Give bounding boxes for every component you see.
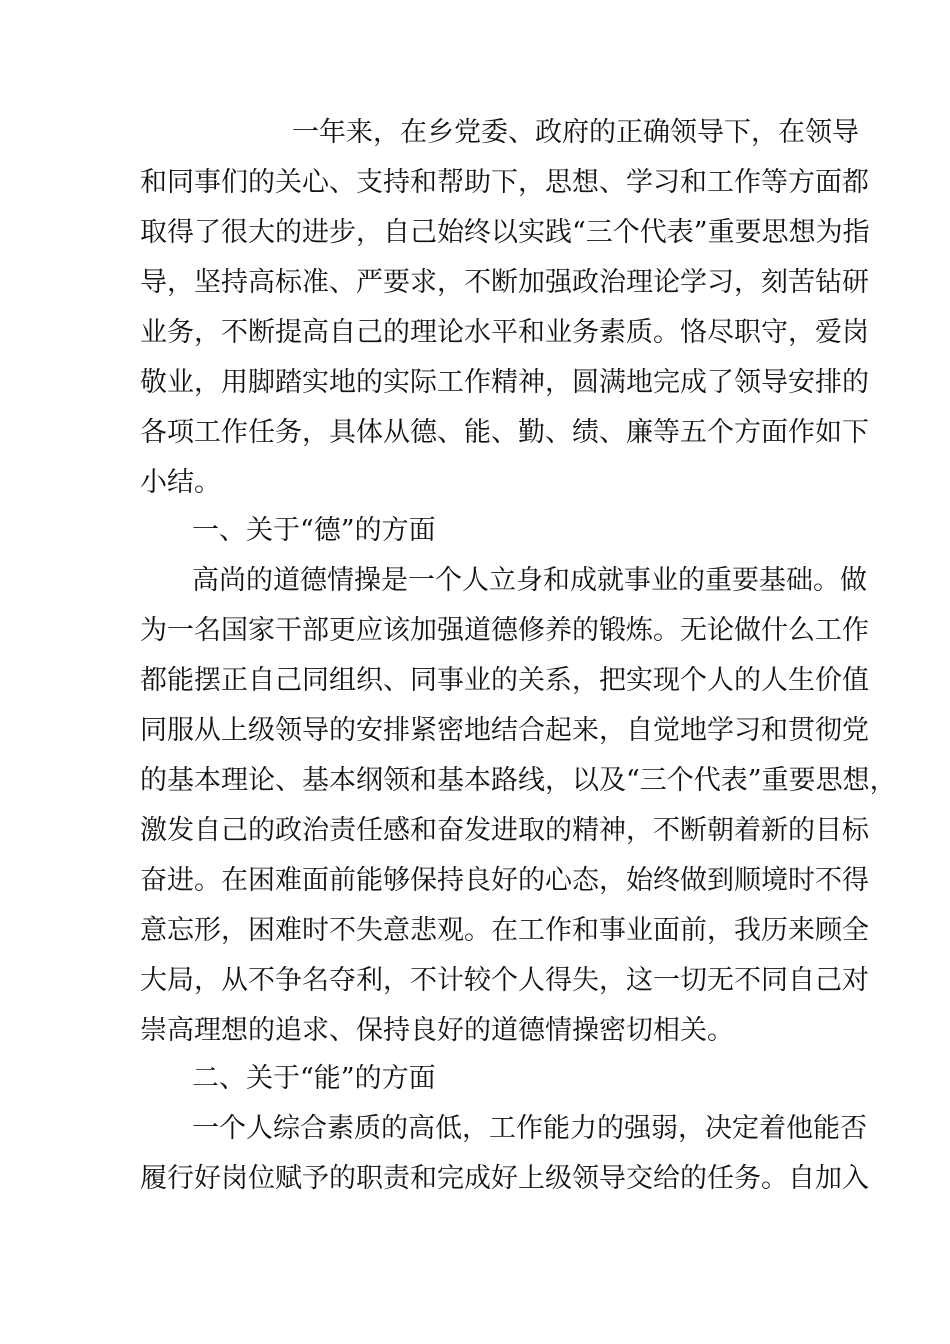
paragraph-line: 一个人综合素质的高低，工作能力的强弱，决定着他能否 [192, 1113, 867, 1144]
intro-line: 各项工作任务，具体从德、能、勤、绩、廉等五个方面作如下 [140, 417, 869, 448]
intro-line: 小结。 [140, 467, 221, 498]
paragraph-line: 大局，从不争名夺利，不计较个人得失，这一切无不同自己对 [140, 965, 869, 996]
section-heading-neng: 二、关于“能”的方面 [192, 1063, 436, 1094]
intro-line: 一年来，在乡党委、政府的正确领导下，在领导 [292, 117, 859, 148]
paragraph-line: 奋进。在困难面前能够保持良好的心态，始终做到顺境时不得 [140, 865, 869, 896]
intro-line: 敬业，用脚踏实地的实际工作精神，圆满地完成了领导安排的 [140, 367, 869, 398]
paragraph-line: 同服从上级领导的安排紧密地结合起来，自觉地学习和贯彻党 [140, 715, 869, 746]
intro-line: 和同事们的关心、支持和帮助下，思想、学习和工作等方面都 [140, 167, 869, 198]
intro-line: 导，坚持高标准、严要求，不断加强政治理论学习，刻苦钻研 [140, 267, 869, 298]
paragraph-line: 的基本理论、基本纲领和基本路线，以及“三个代表”重要思想， [140, 765, 897, 796]
paragraph-line: 都能摆正自己同组织、同事业的关系，把实现个人的人生价值 [140, 665, 869, 696]
paragraph-line: 为一名国家干部更应该加强道德修养的锻炼。无论做什么工作 [140, 615, 869, 646]
section-heading-de: 一、关于“德”的方面 [192, 515, 436, 546]
intro-line: 取得了很大的进步，自己始终以实践“三个代表”重要思想为指 [140, 217, 870, 248]
paragraph-line: 意忘形，困难时不失意悲观。在工作和事业面前，我历来顾全 [140, 915, 869, 946]
paragraph-line: 崇高理想的追求、保持良好的道德情操密切相关。 [140, 1015, 734, 1046]
paragraph-line: 履行好岗位赋予的职责和完成好上级领导交给的任务。自加入 [140, 1163, 869, 1194]
paragraph-line: 高尚的道德情操是一个人立身和成就事业的重要基础。做 [192, 565, 867, 596]
intro-line: 业务，不断提高自己的理论水平和业务素质。恪尽职守，爱岗 [140, 317, 869, 348]
paragraph-line: 激发自己的政治责任感和奋发进取的精神，不断朝着新的目标 [140, 815, 869, 846]
